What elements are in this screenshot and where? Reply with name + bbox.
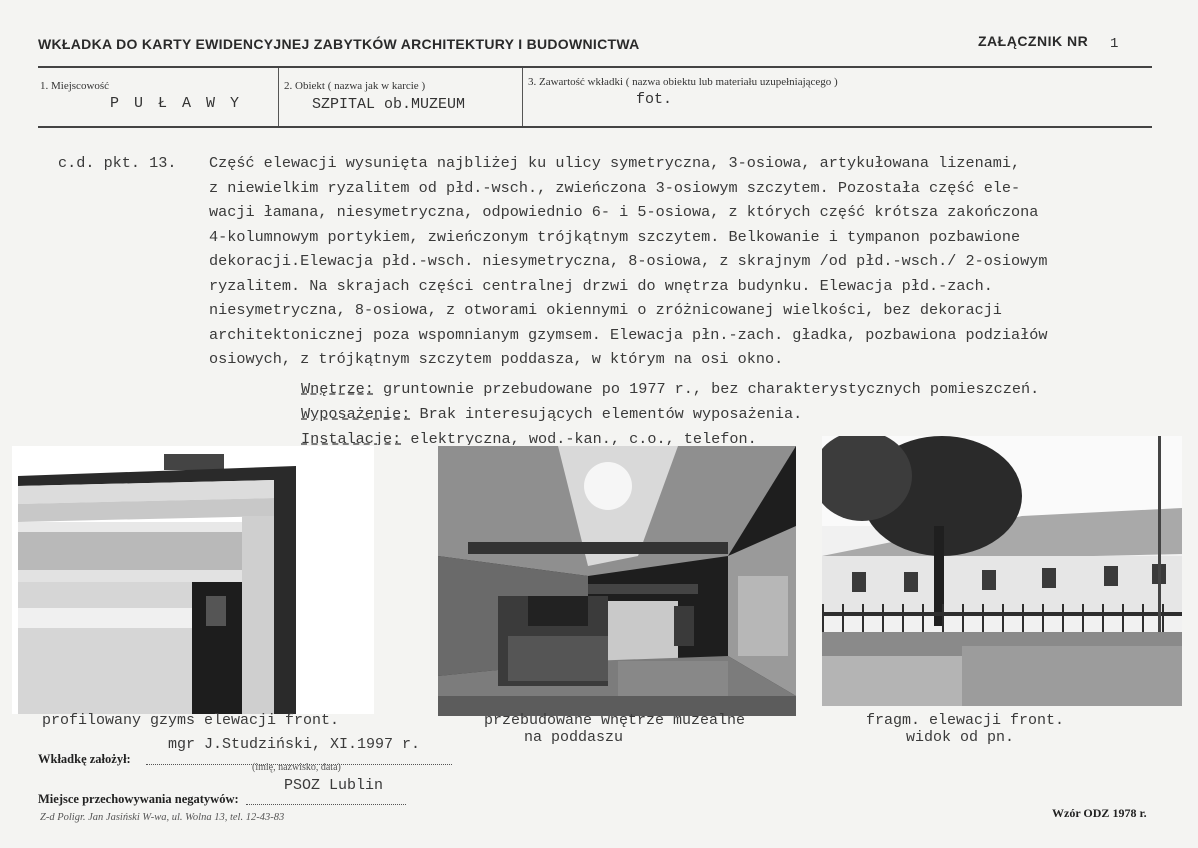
photo-exterior [822,436,1182,706]
description-line: niesymetryczna, 8-osiowa, z otworami okiennymi o zróżnicowanej wielkości, bez dekoracji [209,301,1002,319]
author-value: mgr J.Studziński, XI.1997 r. [168,736,421,753]
storage-label: Miejsce przechowywania negatywów: [38,792,239,806]
interior-text: gruntownie przebudowane po 1977 r., bez charakterystycznych pomieszczeń. [373,380,1040,398]
installations-label: Instalacje: [301,430,402,445]
photo-cornice [12,446,374,714]
description-line: wacji łamana, niesymetryczna, odpowiednio 6- i 5-osiowa, z których część krótsza zakończona [209,203,1039,221]
caption-photo-1: profilowany gzyms elewacji front. [42,712,340,729]
caption-photo-2-line2: na poddaszu [524,729,624,746]
description-line: architektonicznej poza wspomnianym gzymsem. Elewacja płn.-zach. gładka, pozbawiona podziałów [209,325,1048,344]
description-line: z niewielkim ryzalitem od płd.-wsch., zwieńczona 3-osiowym szczytem. Pozostała część ele- [209,178,1021,197]
equipment-label: Wyposażenie: [301,405,411,423]
caption-photo-2-line1: przebudowane wnętrze muzealne [484,712,746,729]
author-label: Wkładkę założył: [38,752,131,766]
content-value: fot. [636,91,673,108]
description-line: Część elewacji wysunięta najbliżej ku ulicy symetryczna, 3-osiowa, artykułowana lizenami, [209,154,1021,172]
object-label: 2. Obiekt ( nazwa jak w karcie ) [284,80,426,92]
section-reference: c.d. pkt. 13. [58,154,177,172]
equipment-text: Brak interesujących elementów wyposażenia. [410,405,803,423]
description-line: ryzalitem. Na skrajach części centralnej drzwi do wnętrza budynku. Elewacja płd.-zach. [209,276,993,295]
place-value: P U Ł A W Y [110,95,243,112]
caption-photo-3-line1: fragm. elewacji front. [866,712,1065,729]
photo-interior [438,446,796,716]
installations-text: elektryczna, wod.-kan., c.o., telefon. [401,430,757,445]
content-label: 3. Zawartość wkładki ( nazwa obiektu lub materiału uzupełniającego ) [528,76,838,88]
field-divider [278,68,279,126]
object-value: SZPITAL ob.MUZEUM [312,96,466,113]
place-label: 1. Miejscowość [40,80,110,92]
attachment-number: 1 [1110,36,1119,52]
attachment-label: ZAŁĄCZNIK NR [978,33,1089,49]
cornice-image [12,446,374,714]
storage-dotted-line [246,804,406,805]
storage-value: PSOZ Lublin [284,777,384,794]
description-line: dekoracji.Elewacja płd.-wsch. niesymetryczna, 8-osiowa, z skrajnym /od płd.-wsch./ 2-osiowym [209,252,1048,270]
caption-photo-3-line2: widok od pn. [906,729,1015,746]
header-top-rule [38,66,1152,68]
interior-image [438,446,796,716]
interior-line [301,377,1039,402]
form-pattern: Wzór ODZ 1978 r. [1052,806,1147,820]
exterior-image [822,436,1182,706]
header-bottom-rule [38,126,1152,128]
description-block [209,151,1048,372]
description-line: osiowych, z trójkątnym szczytem poddasza, w którym na osi okno. [209,350,784,368]
description-line: 4-kolumnowym portykiem, zwieńczonym trójkątnym szczytem. Belkowanie i tympanon pozbawione [209,227,1021,246]
printer-info: Z-d Poligr. Jan Jasiński W-wa, ul. Wolna 13, tel. 12-43-83 [40,812,285,823]
author-hint: (imię, nazwisko, data) [252,762,341,773]
interior-label: Wnętrze: [301,380,374,398]
equipment-line [301,402,802,427]
installations-line [301,427,757,445]
field-divider [522,68,523,126]
form-title: WKŁADKA DO KARTY EWIDENCYJNEJ ZABYTKÓW ARCHITEKTURY I BUDOWNICTWA [38,36,640,52]
